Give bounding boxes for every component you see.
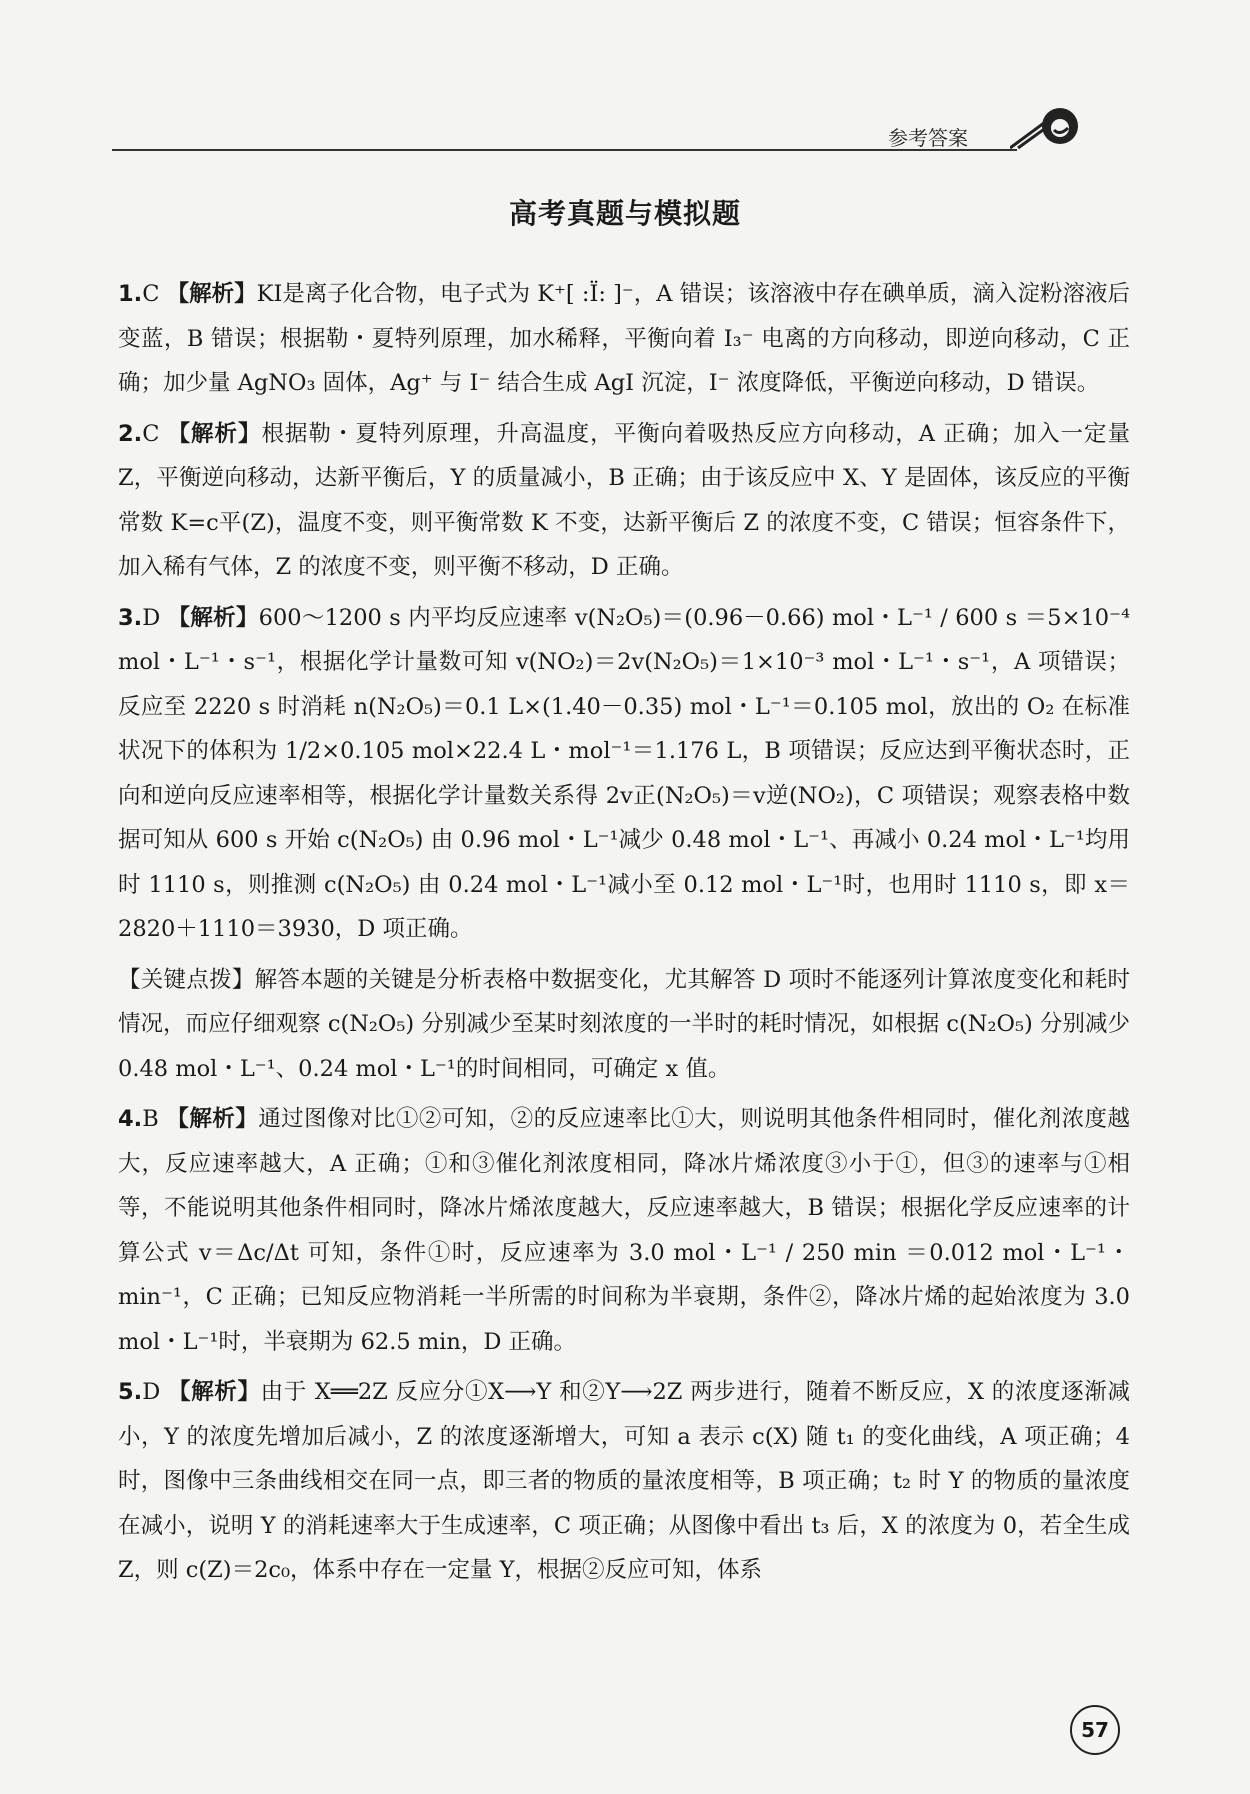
item-number: 4. [118, 1106, 143, 1132]
tip-text: 解答本题的关键是分析表格中数据变化，尤其解答 D 项时不能逐列计算浓度变化和耗时情况，而应仔细观察 c(N₂O₅) 分别减少至某时刻浓度的一半时的耗时情况，如根据 c(N₂O₅) 分别减少 0.48 mol・L⁻¹、0.24 mol・L⁻¹的时间相同，可确定 x 值。 [118, 966, 1130, 1082]
page-title: 高考真题与模拟题 [508, 197, 741, 230]
item-tag: 【解析】 [167, 604, 259, 631]
item-text: 600～1200 s 内平均反应速率 v(N₂O₅)＝(0.96－0.66) mol・L⁻¹ / 600 s ＝5×10⁻⁴ mol・L⁻¹・s⁻¹，根据化学计量数可知 v(NO₂)＝2v(N₂O₅)＝1×10⁻³ mol・L⁻¹・s⁻¹，A 项错误；反应至 2220 s 时消耗 n(N₂O₅)＝0.1 L×(1.40－0.35) mol・L⁻¹＝0.105 mol，放出的 O₂ 在标准状况下的体积为 1/2×0.105 mol×22.4 L・mol⁻¹＝1.176 L，B 项错误；反应达到平衡状态时，正向和逆向反应速率相等，根据化学计量数关系得 2v正(N₂O₅)＝v逆(NO₂)，C 项错误；观察表格中数据可知从 600 s 开始 c(N₂O₅) 由 0.96 mol・L⁻¹减少 0.48 mol・L⁻¹、再减小 0.24 mol・L⁻¹均用时 1110 s，则推测 c(N₂O₅) 由 0.24 mol・L⁻¹减小至 0.12 mol・L⁻¹时，也用时 1110 s，即 x＝2820＋1110＝3930，D 项正确。 [118, 604, 1130, 942]
item-number: 1. [118, 281, 143, 307]
tip-tag: 【关键点拨】 [118, 966, 255, 993]
answer-item [118, 1370, 1130, 1593]
item-tag: 【解析】 [166, 1106, 259, 1132]
item-text: KI是离子化合物，电子式为 K⁺[ :Ï: ]⁻，A 错误；该溶液中存在碘单质，滴入淀粉溶液后变蓝，B 错误；根据勒・夏特列原理，加水稀释，平衡向着 I₃⁻ 电离的方向移动，即逆向移动，C 正确；加少量 AgNO₃ 固体，Ag⁺ 与 I⁻ 结合生成 AgI 沉淀，I⁻ 浓度降低，平衡逆向移动，D 错误。 [118, 281, 1130, 396]
item-answer: B [142, 1106, 159, 1132]
page-number: 57 [1070, 1705, 1120, 1755]
key-tip [118, 958, 1130, 1092]
item-tag: 【解析】 [168, 1379, 261, 1405]
answer-item [118, 596, 1130, 952]
item-answer: C [142, 281, 160, 307]
item-number: 5. [118, 1379, 143, 1405]
item-answer: D [142, 1379, 161, 1405]
item-answer: C [142, 420, 160, 447]
answer-list [118, 272, 1130, 1599]
header-label: 参考答案 [888, 126, 968, 150]
item-number: 2. [118, 420, 143, 447]
answer-item [118, 412, 1130, 590]
item-text: 由于 X══2Z 反应分①X⟶Y 和②Y⟶2Z 两步进行，随着不断反应，X 的浓度逐渐减小，Y 的浓度先增加后减小，Z 的浓度逐渐增大，可知 a 表示 c(X) 随 t₁ 的变化曲线，A 项正确；4 时，图像中三条曲线相交在同一点，即三者的物质的量浓度相等，B 项正确；t₂ 时 Y 的物质的量浓度在减小，说明 Y 的消耗速率大于生成速率，C 项正确；从图像中看出 t₃ 后，X 的浓度为 0，若全生成 Z，则 c(Z)＝2c₀，体系中存在一定量 Y，根据②反应可知，体系 [118, 1379, 1130, 1583]
header-logo-icon [1010, 100, 1090, 160]
answer-item [118, 1097, 1130, 1364]
item-text: 根据勒・夏特列原理，升高温度，平衡向着吸热反应方向移动，A 正确；加入一定量 Z，平衡逆向移动，达新平衡后，Y 的质量减小，B 正确；由于该反应中 X、Y 是固体，该反应的平衡常数 K=c平(Z)，温度不变，则平衡常数 K 不变，达新平衡后 Z 的浓度不变，C 错误；恒容条件下，加入稀有气体，Z 的浓度不变，则平衡不移动，D 正确。 [118, 420, 1130, 580]
item-text: 通过图像对比①②可知，②的反应速率比①大，则说明其他条件相同时，催化剂浓度越大，反应速率越大，A 正确；①和③催化剂浓度相同，降冰片烯浓度③小于①，但③的速率与①相等，不能说明其他条件相同时，降冰片烯浓度越大，反应速率越大，B 错误；根据化学反应速率的计算公式 v＝Δc/Δt 可知，条件①时，反应速率为 3.0 mol・L⁻¹ / 250 min ＝0.012 mol・L⁻¹・min⁻¹，C 正确；已知反应物消耗一半所需的时间称为半衰期，条件②，降冰片烯的起始浓度为 3.0 mol・L⁻¹时，半衰期为 62.5 min，D 正确。 [118, 1106, 1130, 1355]
item-number: 3. [118, 604, 143, 631]
item-tag: 【解析】 [167, 420, 262, 447]
item-tag: 【解析】 [166, 281, 257, 307]
answer-item [118, 272, 1130, 406]
item-answer: D [142, 604, 161, 631]
header-rule [112, 149, 1017, 151]
